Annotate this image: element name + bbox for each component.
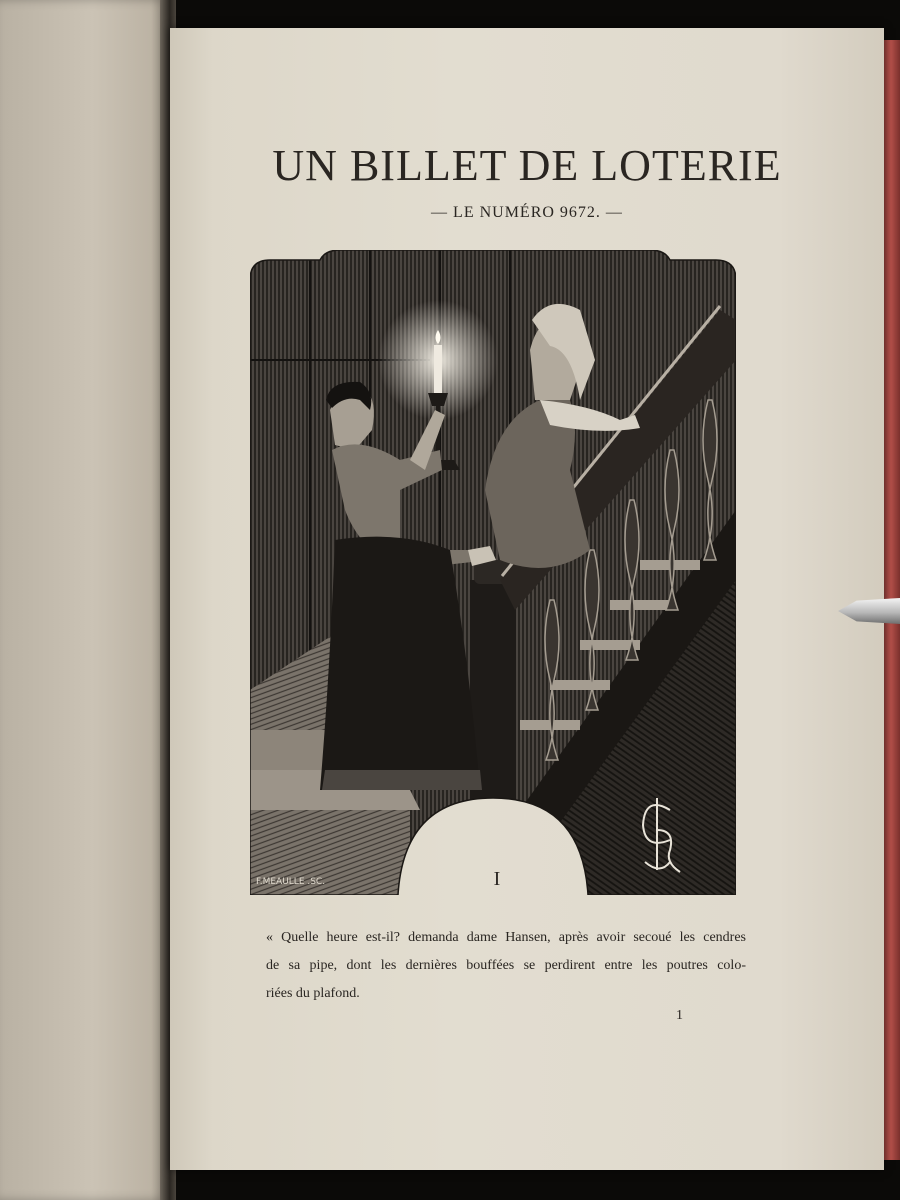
paragraph-line: de sa pipe, dont les dernières bouffées se perdirent entre les poutres colo- (266, 958, 746, 973)
paragraph-line: riées du plafond. (266, 986, 360, 1001)
opening-paragraph (266, 924, 746, 1008)
staircase-engraving-icon (250, 250, 736, 895)
left-page (0, 0, 168, 1200)
page-title: UN BILLET DE LOTERIE (272, 141, 782, 190)
page-subtitle: — LE NUMÉRO 9672. — (431, 204, 623, 221)
engraver-signature: F.MEAULLE .SC. (256, 877, 326, 887)
chapter-number: I (493, 868, 501, 890)
page-number: 1 (676, 1008, 683, 1023)
engraving-illustration (250, 250, 736, 895)
paragraph-line: « Quelle heure est-il? demanda dame Hansen, après avoir secoué les cendres (266, 930, 746, 945)
